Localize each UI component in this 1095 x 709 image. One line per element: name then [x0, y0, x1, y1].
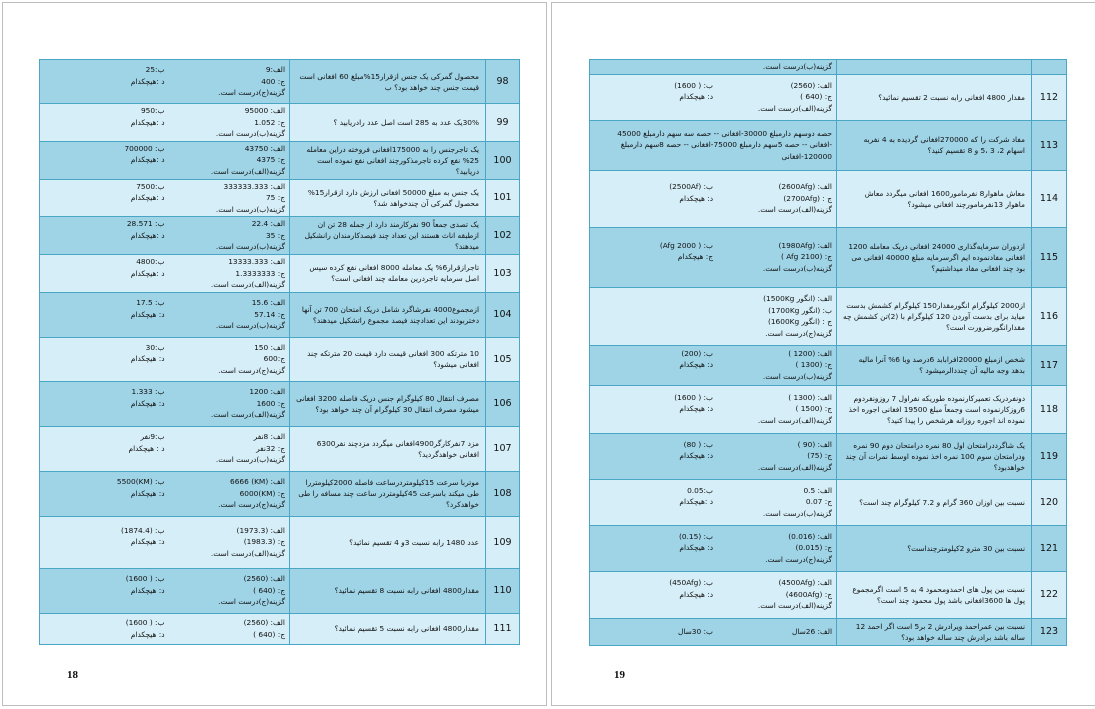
- answer-option-row: [594, 439, 832, 451]
- question-number: 113: [1032, 120, 1067, 170]
- question-text: مفاد شرکت را که 270000افغانی گردیده به 4 نفربه اسهام 2، 3 ،5 و 8 تقسیم کنید؟: [837, 120, 1032, 170]
- answer-option: د: هیچکدام: [130, 629, 165, 639]
- answer-option: د: هیچکدام: [130, 488, 165, 498]
- question-number: 104: [486, 292, 520, 337]
- answer-option-row: [44, 525, 285, 537]
- answer-option-row: [594, 392, 832, 404]
- answer-options: [590, 74, 837, 120]
- answer-option: ب: ( 1600): [674, 392, 713, 402]
- answer-option: د: هیچکدام: [679, 543, 713, 553]
- table-row: [590, 120, 1067, 170]
- question-text: 30%یک عدد به 285 است اصل عدد رادریابید ؟: [290, 104, 486, 142]
- answer-option: الف: (2560): [243, 618, 285, 627]
- question-text: نسبت بین پول های احمدومحمود 4 به 5 است اگرمجموع پول ها 3600افغانی باشد پول محمود چند است؟: [837, 571, 1032, 618]
- answer-options: [40, 568, 290, 613]
- page-18: [2, 2, 547, 706]
- answer-option: ج: 1600: [256, 398, 285, 408]
- question-text: تاجرازقرار6% یک معامله 8000 افغانی نفع کرده سپس اصل سرمایه تاجردرین معامله چند افغانی است؟: [290, 255, 486, 293]
- answer-option: د: هیچکدام: [679, 589, 713, 599]
- question-text: یک شاگرددرامتحان اول 80 نمره درامتحان دوم 90 نمره ودرامتحان سوم 100 نمره اخذ نموده اوسط نمرات آن چند خواهدبود؟: [837, 433, 1032, 479]
- answer-option: الف: 22.4: [251, 219, 285, 229]
- correct-answer: گزینه(الف)درست است.: [210, 166, 285, 176]
- answer-option: الف: 0.5: [803, 485, 832, 495]
- answer-option-row: [44, 353, 285, 365]
- answer-option: ج: (2100 Afg ): [781, 252, 832, 262]
- answer-option: ج:600: [263, 354, 285, 364]
- answer-option: ج: (KM)6000: [239, 488, 285, 498]
- answer-option-row: [44, 105, 285, 117]
- answer-option-row: [44, 476, 285, 488]
- question-table-left: [39, 59, 520, 645]
- answer-option: الف: 43750: [244, 143, 285, 153]
- answer-option-row: [44, 585, 285, 597]
- question-text: نسبت بین عمراحمد ویرادرش 2 بر5 است اگر احمد 12 ساله باشد برادرش چند ساله خواهد بود؟: [837, 618, 1032, 645]
- question-number: 111: [486, 613, 520, 644]
- table-row: [590, 227, 1067, 287]
- answer-option-row: [44, 76, 285, 88]
- question-text: ازمجموع4000 نفرشاگرد شامل دریک امتحان 700 تن آنها دختربودند این تعدادچند فیصد مجموع راتشکیل میدهند؟: [290, 292, 486, 337]
- answer-options: [40, 292, 290, 337]
- answer-option-row: [594, 403, 832, 415]
- question-number: 100: [486, 141, 520, 179]
- answer-option-row: [44, 431, 285, 443]
- correct-answer: گزینه(ب)درست است.: [762, 371, 832, 381]
- question-text: مزد 7نفرکارگر4900افغانی میگردد مزدچند نفر6300 افغانی خواهدگردید؟: [290, 426, 486, 471]
- question-number: 116: [1032, 287, 1067, 345]
- answer-option: ب:7500: [136, 181, 165, 191]
- answer-options: [590, 479, 837, 525]
- answer-option-row: [44, 143, 285, 155]
- answer-options: [590, 571, 837, 618]
- answer-option-row: [594, 589, 832, 601]
- correct-answer: گزینه(ب)درست است.: [215, 204, 285, 214]
- question-number: 117: [1032, 345, 1067, 385]
- question-text: موتربا سرعت 15کیلومتردرساعت فاصله 2000کیلومتررا طی میکند باسرعت 45کیلومتردر ساعت چند مسافه را طی خواهدکرد؟: [290, 471, 486, 516]
- question-number: 103: [486, 255, 520, 293]
- table-row: [590, 170, 1067, 227]
- question-number: 109: [486, 516, 520, 568]
- answer-option: ج: (640 ): [800, 92, 832, 102]
- question-number: 112: [1032, 74, 1067, 120]
- answer-options: [40, 104, 290, 142]
- answer-option: الف:9: [265, 65, 285, 75]
- answer-option: ب: 17.5: [136, 298, 165, 308]
- question-number: 118: [1032, 385, 1067, 433]
- answer-options: [590, 618, 837, 645]
- answer-option: ج: 0.07: [805, 497, 832, 507]
- answer-option: ج: (75): [807, 451, 832, 461]
- answer-option: الف: (0.016): [788, 531, 832, 541]
- correct-answer: گزینه(ب)درست است.: [762, 263, 832, 273]
- answer-option: ب: 700000: [124, 143, 165, 153]
- answer-option: الف: (2600Afg): [778, 182, 832, 192]
- answer-option: الف: 15.6: [251, 298, 285, 308]
- answer-option: ج: 75: [265, 193, 285, 202]
- table-row: [40, 179, 520, 217]
- answer-option: الف: 13333.333: [228, 257, 285, 266]
- table-row: [590, 345, 1067, 385]
- answer-option: د :هیچکدام: [130, 268, 165, 278]
- answer-option: ج: (4600Afg): [785, 589, 832, 599]
- answer-option-row: [44, 629, 285, 641]
- answer-option-row: [594, 359, 832, 371]
- answer-option-row: [594, 181, 832, 193]
- table-row: [590, 433, 1067, 479]
- answer-option: ب: (0.15): [678, 531, 713, 541]
- answer-option: ب:950: [140, 106, 165, 115]
- answer-options: [40, 337, 290, 381]
- answer-option: د :هیچکدام: [130, 230, 165, 240]
- question-text: یک تصدی جمعاً 90 نفرکارمند دارد از جمله 28 تن ان ازطبقه اناث هستند این تعداد چند فیصدکارمندان رانشکیل میدهند؟: [290, 217, 486, 255]
- question-text: مقدار4800 افغانی رابه نسبت 8 تقسیم نمائید؟: [290, 568, 486, 613]
- correct-answer: گزینه(ب)درست است.: [215, 242, 285, 252]
- answer-option: ب: ( 1600): [125, 618, 165, 627]
- answer-options: [590, 433, 837, 479]
- answer-option: د: هیچکدام: [130, 354, 165, 364]
- table-row: [40, 255, 520, 293]
- answer-option: ب:25: [145, 65, 165, 75]
- question-text: محصول گمرکی یک جنس ازقرار15%مبلغ 60 افغانی است قیمت جنس چند خواهد بود؟ ب: [290, 60, 486, 104]
- table-row: [40, 337, 520, 381]
- correct-answer: گزینه(الف)درست است.: [210, 410, 285, 420]
- answer-option: ج: 4375: [256, 155, 285, 165]
- table-row: [40, 568, 520, 613]
- answer-option: د :هیچکدام: [679, 497, 713, 507]
- answer-option: الف: 150: [254, 342, 285, 352]
- correct-answer: گزینه(ج)درست است.: [765, 328, 832, 338]
- correct-answer: گزینه(الف)درست است.: [210, 548, 285, 558]
- answer-option-row: [44, 386, 285, 398]
- correct-answer: گزینه(الف)درست است.: [210, 280, 285, 289]
- correct-answer: گزینه(ب)درست است.: [215, 321, 285, 331]
- answer-option-row: [44, 230, 285, 242]
- question-number: 101: [486, 179, 520, 217]
- correct-answer: گزینه(ب)درست است.: [762, 508, 832, 518]
- answer-option: د :هیچکدام: [130, 117, 165, 127]
- answer-option: الف: 26سال: [791, 626, 832, 636]
- question-number: 110: [486, 568, 520, 613]
- answer-option: ج: 1.052: [254, 117, 285, 127]
- question-text: 10 مترتکه 300 افغانی قیمت دارد قیمت 20 مترتکه چند افغانی میشود؟: [290, 337, 486, 381]
- question-text: معاش ماهوار8 نفرمامور1600 افغانی میگردد معاش ماهوار 13نفرمامورچند افغانی میشود؟: [837, 170, 1032, 227]
- answer-options: [590, 525, 837, 571]
- answer-option: ج: (1983.3): [243, 537, 285, 547]
- correct-answer: گزینه(الف)درست است.: [757, 462, 832, 472]
- answer-option-row: [594, 251, 832, 263]
- answer-option: ج: (1500 ): [795, 404, 832, 414]
- answer-option: ج: 35: [265, 230, 285, 240]
- question-text: عدد 1480 رابه نسبت 3و 4 تقسیم نمائید؟: [290, 516, 486, 568]
- answer-options: [590, 385, 837, 433]
- answer-option-row: [44, 181, 285, 193]
- answer-options: [40, 613, 290, 644]
- answer-options: [40, 179, 290, 217]
- answer-options: [40, 516, 290, 568]
- question-number: 108: [486, 471, 520, 516]
- answer-option: د: هیچکدام: [130, 309, 165, 319]
- answer-option-row: [44, 342, 285, 354]
- answer-option-row: [44, 117, 285, 129]
- answer-option: ج: 32نفر: [256, 443, 285, 453]
- answer-option-row: [594, 485, 832, 497]
- answer-options: [590, 170, 837, 227]
- answer-option-row: [44, 573, 285, 585]
- table-row: [40, 292, 520, 337]
- question-number: 99: [486, 104, 520, 142]
- correct-answer: گزینه(ب)درست است.: [215, 455, 285, 465]
- answer-option: د : هیچکدام: [128, 443, 165, 453]
- answer-option: د: هیچکدام: [679, 92, 713, 102]
- answer-option-row: [594, 193, 832, 205]
- question-text: یک تاجرجنس را به 175000افغانی فروخته دراین معامله 25% نفع کرده تاجرمذکورچند افغانی نفع نموده است دریابید؟: [290, 141, 486, 179]
- answer-option: الف: (1980Afg): [778, 240, 832, 250]
- correct-answer: گزینه(الف)درست است.: [757, 415, 832, 425]
- question-text: مقدار4800 افغانی رابه نسبت 5 تقسیم نمائید؟: [290, 613, 486, 644]
- question-text: ازدوران سرمایه‌گذاری 24000 افغانی دریک معامله 1200 افغانی مفادنموده ایم اگرسرمایه مبلغ 40000 افغانی می بود چند افغانی مفاد میداشتیم؟: [837, 227, 1032, 287]
- table-row: [40, 381, 520, 426]
- correct-answer: گزینه(الف)درست است.: [757, 103, 832, 113]
- table-row: [40, 60, 520, 104]
- table-row: [40, 516, 520, 568]
- answer-option-row: [44, 398, 285, 410]
- answer-options: [40, 381, 290, 426]
- question-number: 105: [486, 337, 520, 381]
- answer-options: [40, 426, 290, 471]
- table-row: [590, 618, 1067, 645]
- answer-option-row: [594, 577, 832, 589]
- table-row: [40, 471, 520, 516]
- answer-option-row: [44, 268, 285, 280]
- correct-answer: گزینه(ج)درست است.: [765, 554, 832, 564]
- answer-option: الف: 95000: [244, 106, 285, 115]
- question-text: [837, 60, 1032, 75]
- question-text: مصرف انتقال 80 کیلوگرام جنس دریک فاصله 3200 افغانی میشود مصرف انتقال 30 کیلوگرام آن چند خواهد بود؟: [290, 381, 486, 426]
- answer-option: ب: 30سال: [677, 626, 713, 636]
- answer-option-row: [44, 297, 285, 309]
- answer-option: ب: (450Afg): [669, 578, 713, 588]
- answer-option: د: هیچکدام: [130, 585, 165, 595]
- page-number: 19: [614, 669, 625, 681]
- question-number: 98: [486, 60, 520, 104]
- answer-option: ج: هیچکدام: [677, 252, 713, 262]
- answer-line: حصه دوسهم دارمبلغ 30000-افغانی -- حصه سه سهم دارمبلغ 45000 -افغانی -- حصه 5سهم دارمبلغ 75000-افغانی -- حصه 8سهم دارمبلغ: [617, 128, 832, 150]
- table-row: [40, 104, 520, 142]
- table-row: [590, 479, 1067, 525]
- table-row: [40, 217, 520, 255]
- answer-option: د :هیچکدام: [130, 155, 165, 165]
- answer-options: [590, 287, 837, 345]
- answer-options: [590, 120, 837, 170]
- question-text: نسبت بین اوزان 360 گرام و 7.2 کیلوگرام چند است؟: [837, 479, 1032, 525]
- answer-option: ب:0.05: [687, 485, 713, 495]
- answer-option: ب: (انگور 1700Kg): [768, 305, 832, 315]
- answer-option-row: [594, 80, 832, 92]
- answer-option-row: [44, 256, 285, 268]
- answer-option: ج: 1.3333333: [235, 268, 285, 278]
- table-row: [590, 571, 1067, 618]
- answer-option-row: [44, 488, 285, 500]
- answer-option: ج: (640 ): [253, 585, 285, 595]
- answer-option: ب:4800: [136, 257, 165, 266]
- answer-option: الف: (90 ): [797, 439, 832, 449]
- question-number: 107: [486, 426, 520, 471]
- table-row: [590, 385, 1067, 433]
- question-text: از2000 کیلوگرام انگورمقدار150 کیلوگرام کشمش بدست میاید برای بدست آوردن 120 کیلوگرام با (2)تن کشمش چه مقدارانگورضرورت است؟: [837, 287, 1032, 345]
- answer-options: [590, 345, 837, 385]
- answer-options: [590, 60, 837, 75]
- answer-option-row: [44, 443, 285, 455]
- answer-line: 120000-افغانی: [781, 151, 832, 161]
- answer-option: د: هیچکدام: [679, 451, 713, 461]
- answer-option: ج: (640 ): [253, 629, 285, 639]
- table-row: [590, 525, 1067, 571]
- answer-option-row: [594, 240, 832, 252]
- answer-option-row: [44, 154, 285, 166]
- correct-answer: گزینه(ج)درست است.: [218, 88, 285, 98]
- answer-option: الف: 8نفر: [253, 432, 285, 442]
- question-text: دونفردریک تعمیرکارنموده طوریکه نفراول 7 روزونفردوم 6روزکارنموده است وجمعاً مبلغ 19500 افغانی اجوره اخذ نموده اند اجوره روزانه هرشخص را پیدا کنید؟: [837, 385, 1032, 433]
- question-table-right: [589, 59, 1067, 646]
- answer-option: ب:9نفر: [140, 432, 165, 442]
- page-19: [551, 2, 1095, 706]
- answer-option-row: [44, 536, 285, 548]
- answer-options: [40, 60, 290, 104]
- question-number: 114: [1032, 170, 1067, 227]
- answer-option: د: هیچکدام: [679, 404, 713, 414]
- correct-answer: گزینه(الف)درست است.: [757, 205, 832, 215]
- question-text: نسبت بین 30 مترو 2کیلومترچنداست؟: [837, 525, 1032, 571]
- answer-option: ب: 28.571: [126, 219, 165, 229]
- question-text: یک جنس به مبلغ 50000 افغانی ارزش دارد ازقرار15% محصول گمرکی آن چندخواهد شد؟: [290, 179, 486, 217]
- correct-answer: گزینه(ج)درست است.: [218, 500, 285, 510]
- answer-option-row: [594, 531, 832, 543]
- question-number: [1032, 60, 1067, 75]
- answer-option-row: [44, 309, 285, 321]
- question-number: 102: [486, 217, 520, 255]
- table-row: [40, 141, 520, 179]
- answer-option-row: [44, 192, 285, 204]
- answer-options: [40, 255, 290, 293]
- answer-option: ب: (1874.4): [121, 525, 165, 535]
- answer-options: [40, 141, 290, 179]
- question-number: 121: [1032, 525, 1067, 571]
- correct-answer: گزینه(ج)درست است.: [218, 365, 285, 375]
- answer-option-row: [44, 64, 285, 76]
- answer-option: د :هیچکدام: [130, 76, 165, 86]
- answer-option-row: [594, 496, 832, 508]
- answer-option: الف: (انگور 1500Kg): [763, 294, 832, 303]
- answer-option: ج: (1300 ): [795, 360, 832, 370]
- answer-option: د :هیچکدام: [130, 193, 165, 202]
- answer-option: الف: (4500Afg): [778, 578, 832, 588]
- answer-option: ج : (2700Afg): [783, 193, 832, 203]
- answer-option-row: [594, 450, 832, 462]
- answer-option-row: [594, 542, 832, 554]
- answer-option: ب: ( 80): [683, 439, 713, 449]
- answer-option: ج: (0.015): [795, 543, 832, 553]
- answer-option: ب: 1.333: [131, 387, 165, 397]
- answer-option: الف: (2560): [790, 80, 832, 90]
- table-row: [40, 613, 520, 644]
- answer-option: ج: 57.14: [254, 309, 285, 319]
- answer-option: د: هیچکدام: [130, 537, 165, 547]
- question-number: 122: [1032, 571, 1067, 618]
- question-number: 115: [1032, 227, 1067, 287]
- answer-option: الف: (1300 ): [788, 392, 832, 402]
- answer-option: ب: ( 2000 Afg): [659, 240, 713, 250]
- answer-option: الف: 333333.333: [223, 181, 285, 191]
- question-number: 123: [1032, 618, 1067, 645]
- question-text: شخص ازمبلغ 20000افرابابد 6درصد وبا 6% آنرا مالیه بدهد وجه مالیه آن چنددالرمیشود ؟: [837, 345, 1032, 385]
- answer-option: الف: (2560): [243, 574, 285, 584]
- table-row: [590, 287, 1067, 345]
- correct-answer: گزینه(ج)درست است.: [218, 597, 285, 607]
- answer-option: ج : (انگور 1600Kg): [767, 317, 832, 326]
- answer-option-row: [594, 91, 832, 103]
- answer-option: ب:30: [145, 342, 165, 352]
- table-row: [40, 426, 520, 471]
- answer-option: ب: (200): [681, 348, 713, 358]
- answer-option: ب: (KM)5500: [116, 477, 165, 487]
- question-text: مقدار 4800 افغانی رابه نسبت 2 تقسیم نمائید؟: [837, 74, 1032, 120]
- answer-option: ب: ( 1600): [674, 80, 713, 90]
- answer-option-row: [44, 218, 285, 230]
- answer-option: د: هیچکدام: [130, 398, 165, 408]
- answer-option-row: [594, 348, 832, 360]
- answer-option-row: [594, 626, 832, 638]
- answer-option: ب: (2500Af): [669, 182, 713, 192]
- answer-option-row: [44, 617, 285, 629]
- question-number: 106: [486, 381, 520, 426]
- answer-option: ب: ( 1600): [125, 574, 165, 584]
- table-row-continued: [590, 60, 1067, 75]
- answer-option: د: هیچکدام: [679, 360, 713, 370]
- correct-answer: گزینه(الف)درست است.: [757, 601, 832, 611]
- answer-option: الف: (KM) 6666: [230, 477, 285, 487]
- answer-options: [40, 217, 290, 255]
- answer-option: الف: 1200: [249, 387, 285, 397]
- page-number: 18: [67, 669, 78, 681]
- correct-answer: گزینه(ب)درست است.: [762, 62, 832, 71]
- answer-option: الف: (1973.3): [236, 525, 285, 535]
- question-number: 119: [1032, 433, 1067, 479]
- answer-option: ج: 400: [261, 76, 285, 86]
- question-number: 120: [1032, 479, 1067, 525]
- answer-options: [590, 227, 837, 287]
- correct-answer: گزینه(ب)درست است.: [215, 129, 285, 138]
- answer-option: د: هیچکدام: [679, 193, 713, 203]
- answer-option: الف: (1200 ): [788, 348, 832, 358]
- answer-options: [40, 471, 290, 516]
- table-row: [590, 74, 1067, 120]
